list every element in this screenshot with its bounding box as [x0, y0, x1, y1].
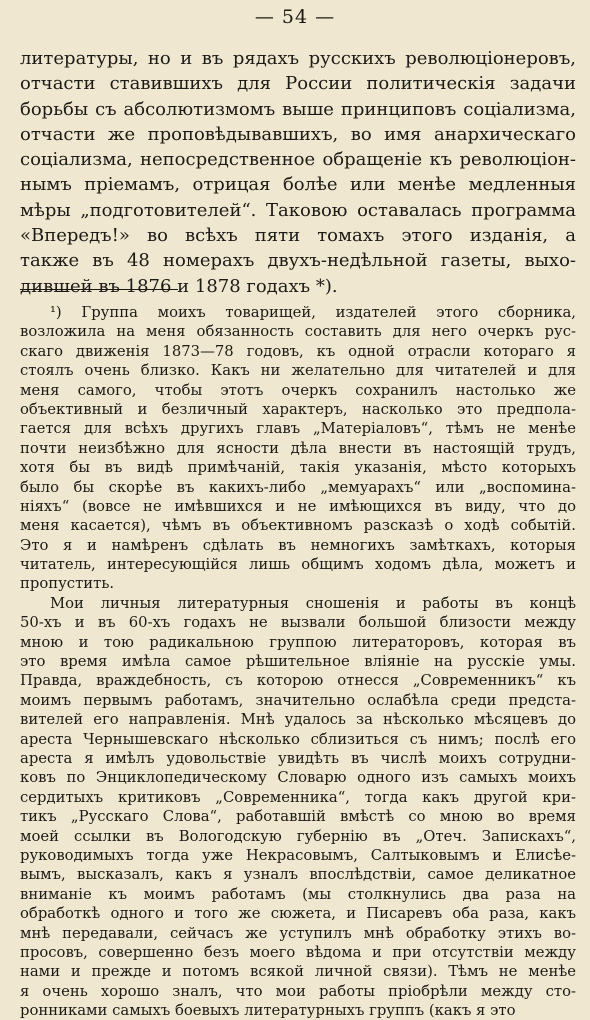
- footnote-line: ареста я имѣлъ удовольствіе увидѣть въ числѣ моихъ сотрудни-: [20, 749, 576, 767]
- footnote-line: вителей его направленія. Мнѣ удалось за нѣсколько мѣсяцевъ до: [20, 711, 576, 729]
- footnote-line: Правда, враждебность, съ которою отнесся „Современникъ“ къ: [20, 672, 576, 690]
- footnote-line: вымъ, высказалъ, какъ я узналъ впослѣдствіи, самое деликатное: [20, 866, 576, 884]
- footnote-line: пропустить.: [20, 575, 115, 593]
- footnote-line: нами и прежде и потомъ всякой личной связи). Тѣмъ не менѣе: [20, 963, 576, 981]
- text-line: мѣры „подготовителей“. Таковою оставалась программа: [20, 199, 576, 221]
- footnote-line: 50-хъ и въ 60-хъ годахъ не вызвали большой близости между: [20, 614, 576, 632]
- footnote-divider: [20, 289, 178, 290]
- footnote-line: скаго движенія 1873—78 годовъ, къ одной отрасли котораго я: [20, 342, 576, 360]
- footnote-line: ніяхъ“ (вовсе не имѣвшихся и не имѣющихся въ виду, что до: [20, 497, 576, 515]
- text-line: нымъ пріемамъ, отрицая болѣе или менѣе медленныя: [20, 174, 576, 196]
- footnote-line: гается для всѣхъ другихъ главъ „Матеріаловъ“, тѣмъ не менѣе: [20, 420, 576, 438]
- footnote-line: возложила на меня обязанность составить для него очеркъ рус-: [20, 323, 576, 341]
- page-number: — 54 —: [254, 6, 336, 28]
- text-line: также въ 48 номерахъ двухъ-недѣльной газеты, выхо-: [20, 250, 576, 272]
- footnote-line: обработкѣ одного и того же сюжета, и Писаревъ оба раза, какъ: [20, 905, 576, 923]
- footnote-line: стоялъ очень близко. Какъ ни желательно для читателей и для: [20, 362, 576, 380]
- footnote-line: ковъ по Энциклопедическому Словарю одного изъ самыхъ моихъ: [20, 769, 576, 787]
- footnote-line: это время имѣла самое рѣшительное вліяніе на русскіе умы.: [20, 653, 576, 671]
- footnote-line: ареста Чернышевскаго нѣсколько сблизиться съ нимъ; послѣ его: [20, 730, 576, 748]
- footnote-line: Мои личныя литературныя сношенія и работы въ концѣ: [50, 594, 576, 612]
- text-line: «Впередъ!» во всѣхъ пяти томахъ этого изданія, а: [20, 225, 576, 247]
- footnote-line: ронниками самыхъ боевыхъ литературныхъ группъ (какъ я это: [20, 1002, 516, 1020]
- footnote-line: ¹) Группа моихъ товарищей, издателей этого сборника,: [50, 304, 576, 321]
- footnote-line: моей ссылки въ Вологодскую губернію въ „Отеч. Запискахъ“,: [20, 827, 576, 845]
- text-line: борьбы съ абсолютизмомъ выше принциповъ соціализма,: [20, 98, 576, 120]
- footnote-line: было бы скорѣе въ какихъ-либо „мемуарахъ“ или „воспомина-: [20, 478, 576, 496]
- footnote-line: вниманіе къ моимъ работамъ (мы столкнулись два раза на: [20, 885, 576, 903]
- main-paragraph: [20, 46, 576, 299]
- text-line: литературы, но и въ рядахъ русскихъ революціонеровъ,: [20, 48, 576, 69]
- footnote-line: хотя бы въ видѣ примѣчаній, такія указанія, мѣсто которыхъ: [20, 459, 576, 477]
- footnote-line: просовъ, совершенно безъ моего вѣдома и при отсутствіи между: [20, 943, 576, 961]
- footnote-line: меня самого, чтобы этотъ очеркъ сохранилъ настолько же: [20, 381, 576, 399]
- footnote-line: сердитыхъ критиковъ „Современника“, тогда какъ другой кри-: [20, 788, 576, 806]
- footnote-line: меня касается), чѣмъ въ объективномъ разсказѣ о ходѣ событій.: [20, 517, 576, 535]
- footnote-line: я очень хорошо зналъ, что мои работы пріобрѣли между сто-: [20, 982, 576, 1000]
- footnote-line: почти неизбѣжно для ясности дѣла внести въ настоящій трудъ,: [20, 439, 576, 457]
- footnote-line: объективный и безличный характеръ, насколько это предпола-: [20, 400, 576, 418]
- footnote-line: Это я и намѣренъ сдѣлать въ немногихъ замѣткахъ, которыя: [20, 536, 576, 554]
- footnote-line: тикъ „Русскаго Слова“, работавшій вмѣстѣ со мною во время: [20, 808, 576, 826]
- text-line: соціализма, непосредственное обращеніе къ революціон-: [20, 149, 576, 171]
- footnote-line: читатель, интересующійся лишь общимъ ходомъ дѣла, можетъ и: [20, 556, 576, 574]
- footnote-line: руководимыхъ тогда уже Некрасовымъ, Салтыковымъ и Елисѣе-: [20, 846, 576, 864]
- footnote-line: мною и тою радикальною группою литераторовъ, которая въ: [20, 633, 576, 651]
- text-line: отчасти ставившихъ для России политическія задачи: [20, 73, 576, 95]
- footnote-line: мнѣ передавали, сейчасъ же уступилъ мнѣ обработку этихъ во-: [20, 924, 576, 942]
- text-line: отчасти же проповѣдывавшихъ, во имя анархическаго: [20, 123, 576, 145]
- footnote-line: моимъ первымъ работамъ, значительно ослабѣла среди предста-: [20, 691, 576, 709]
- text-line: дившей въ 1876 и 1878 годахъ *).: [20, 275, 338, 297]
- footnote-block: [20, 303, 576, 1020]
